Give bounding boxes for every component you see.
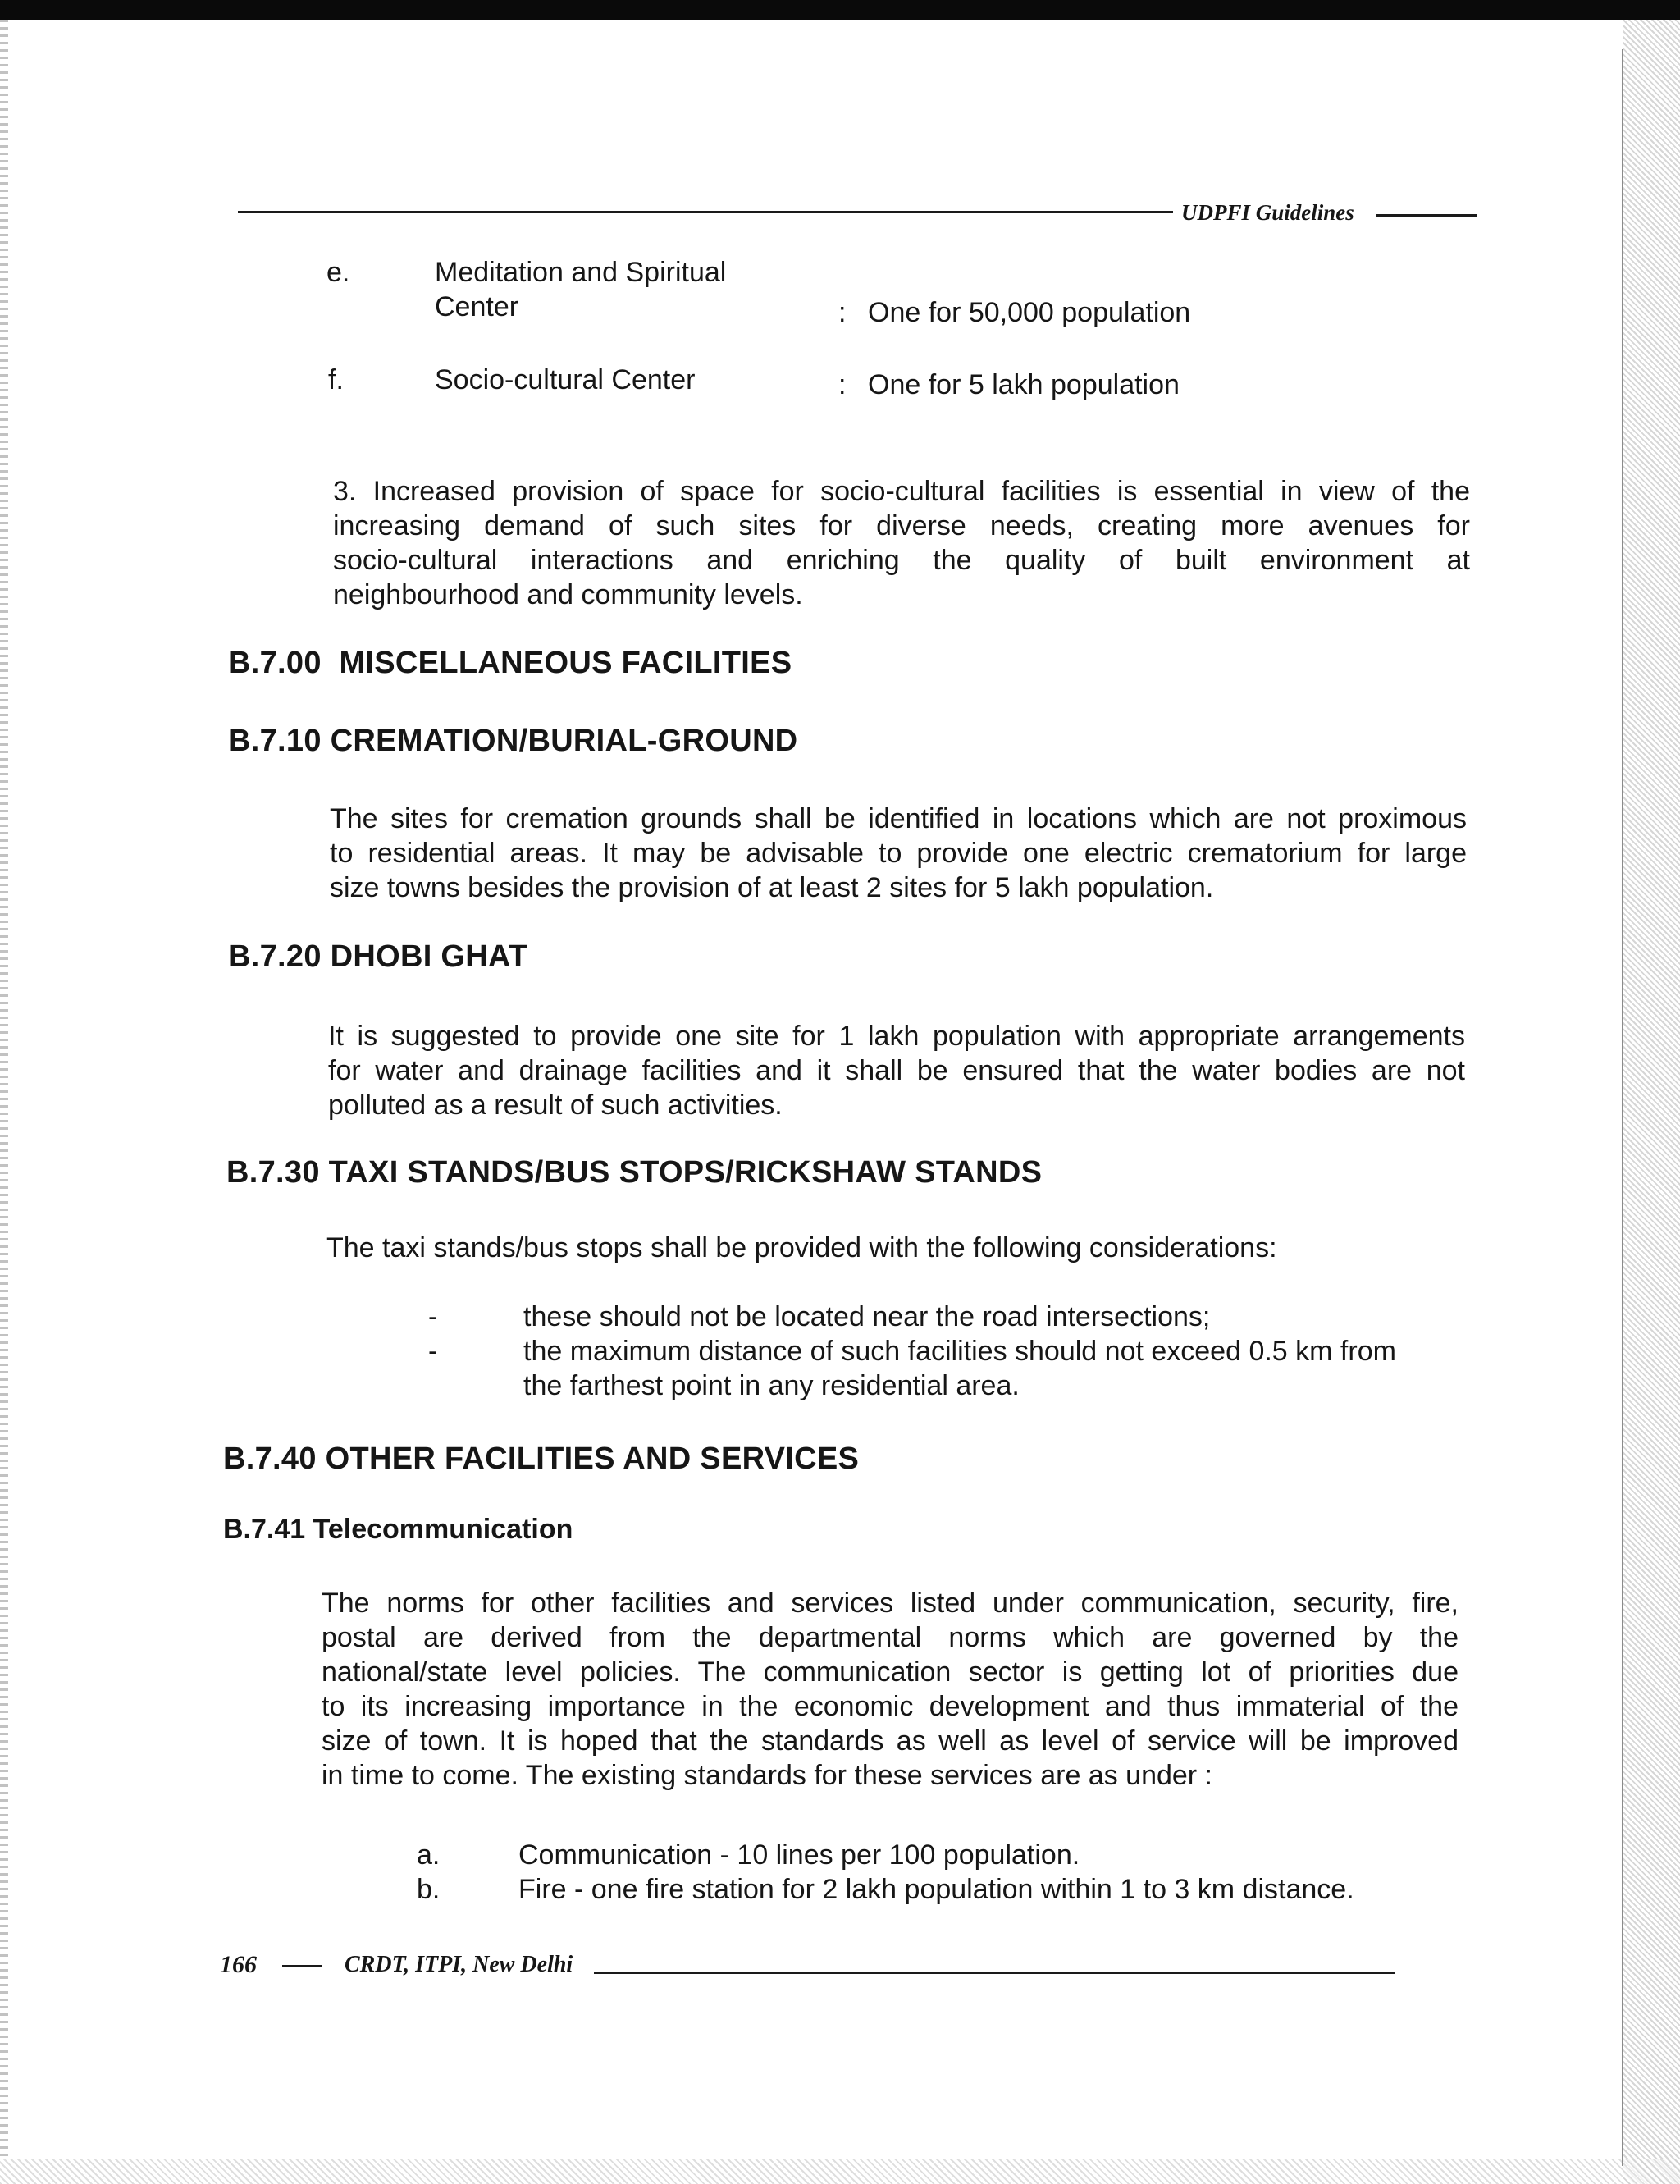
list-value-e: One for 50,000 population [868,297,1191,328]
bullet-dash: - [428,1301,438,1332]
section-heading-b720: B.7.20 DHOBI GHAT [228,939,528,974]
paragraph-line: neighbourhood and community levels. [333,579,803,610]
list-marker-b: b. [417,1874,441,1905]
subsection-heading-b741: B.7.41 Telecommunication [223,1514,573,1545]
paragraph-line: in time to come. The existing standards for these services are as under : [322,1760,1213,1791]
section-heading-b740: B.7.40 OTHER FACILITIES AND SERVICES [223,1442,860,1476]
bullet-text: the maximum distance of such facilities should not exceed 0.5 km from [523,1336,1396,1367]
section-b730-intro: The taxi stands/bus stops shall be provided with the following considerations: [326,1232,1277,1263]
paragraph-line: size of town. It is hoped that the standards as well as level of service will be improved [322,1725,1459,1757]
paragraph-line: national/state level policies. The communication sector is getting lot of priorities due [322,1656,1459,1688]
scan-right-edge [1623,20,1680,2184]
list-marker-e: e. [326,257,350,288]
section-b710-text [330,802,1467,905]
paragraph-line: to its increasing importance in the economic development and thus immaterial of the [322,1691,1459,1722]
list-item-b: Fire - one fire station for 2 lakh population within 1 to 3 km distance. [518,1874,1354,1905]
list-label-e-line2: Center [435,291,519,322]
list-item-a: Communication - 10 lines per 100 population. [518,1839,1080,1871]
scan-left-edge [0,20,8,2161]
list-value-f: One for 5 lakh population [868,369,1180,400]
running-header: UDPFI Guidelines [1181,200,1354,225]
paragraph-3 [333,474,1470,612]
scan-bottom-edge [0,2159,1680,2184]
page-border [1622,49,1623,2166]
paragraph-line: postal are derived from the departmental norms which are governed by the [322,1622,1459,1653]
section-heading-b710: B.7.10 CREMATION/BURIAL-GROUND [228,724,798,758]
section-b741-text [322,1586,1459,1793]
paragraph-line: The norms for other facilities and services listed under communication, security, fire, [322,1588,1459,1619]
list-colon-f: : [838,369,847,400]
paragraph-line: size towns besides the provision of at least 2 sites for 5 lakh population. [330,872,1214,903]
paragraph-line: for water and drainage facilities and it shall be ensured that the water bodies are not [328,1055,1465,1086]
header-rule-left [238,211,1173,213]
list-label-f: Socio-cultural Center [435,364,696,395]
header-rule-right [1376,214,1477,217]
paragraph-line: polluted as a result of such activities. [328,1090,783,1121]
footer-source: CRDT, ITPI, New Delhi [345,1952,573,1977]
list-label-e-line1: Meditation and Spiritual [435,257,727,288]
section-heading-b700: B.7.00 MISCELLANEOUS FACILITIES [228,646,792,680]
paragraph-line: to residential areas. It may be advisable to provide one electric crematorium for large [330,838,1467,869]
section-heading-b730: B.7.30 TAXI STANDS/BUS STOPS/RICKSHAW STANDS [226,1155,1043,1190]
list-marker-f: f. [328,364,344,395]
paragraph-line: socio-cultural interactions and enriching the quality of built environment at [333,545,1470,576]
footer-rule-short [282,1965,322,1967]
scan-top-edge [0,0,1680,20]
paragraph-line: It is suggested to provide one site for 1 lakh population with appropriate arrangements [328,1021,1465,1052]
footer-rule-long [594,1972,1395,1974]
list-colon-e: : [838,297,847,328]
paragraph-line: 3. Increased provision of space for socio-cultural facilities is essential in view of the [333,476,1470,507]
paragraph-line: increasing demand of such sites for diverse needs, creating more avenues for [333,510,1470,541]
section-b720-text [328,1019,1465,1122]
bullet-text: these should not be located near the road intersections; [523,1301,1211,1332]
list-marker-a: a. [417,1839,441,1871]
paragraph-line: The sites for cremation grounds shall be identified in locations which are not proximous [330,803,1467,834]
bullet-dash: - [428,1336,438,1367]
bullet-text-continued: the farthest point in any residential area. [523,1370,1020,1401]
page-number: 166 [220,1951,257,1978]
